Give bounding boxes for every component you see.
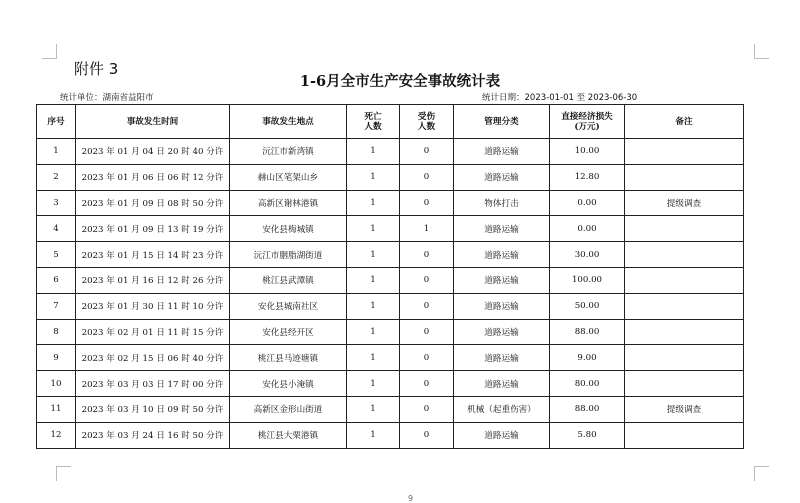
table-row <box>37 371 744 397</box>
cell-time: 2023 年 01 月 04 日 20 时 40 分许 <box>76 139 230 165</box>
cell-time: 2023 年 01 月 06 日 06 时 12 分许 <box>76 164 230 190</box>
cell-seq: 5 <box>37 242 76 268</box>
cell-note <box>625 293 744 319</box>
cell-injured: 0 <box>400 319 454 345</box>
cell-deaths: 1 <box>347 371 400 397</box>
cell-deaths: 1 <box>347 242 400 268</box>
cell-injured: 0 <box>400 396 454 422</box>
header-injured-line2: 人数 <box>417 121 436 132</box>
cell-note <box>625 319 744 345</box>
header-injured-line1: 受伤 <box>417 111 436 122</box>
cell-seq: 2 <box>37 164 76 190</box>
document-title: 1-6月全市生产安全事故统计表 <box>299 73 501 90</box>
cell-note <box>625 216 744 242</box>
header-deaths <box>347 105 400 139</box>
cell-injured: 0 <box>400 190 454 216</box>
table-row <box>37 242 744 268</box>
reporting-date-range: 统计日期：2023-01-01 至 2023-06-30 <box>482 93 638 103</box>
cell-time: 2023 年 01 月 09 日 13 时 19 分许 <box>76 216 230 242</box>
cell-location: 安化县城南社区 <box>230 293 347 319</box>
cell-seq: 4 <box>37 216 76 242</box>
cell-note: 提级调查 <box>625 396 744 422</box>
cell-injured: 1 <box>400 216 454 242</box>
cell-injured: 0 <box>400 139 454 165</box>
crop-mark-bottom-right <box>754 466 769 481</box>
table-row <box>37 396 744 422</box>
cell-injured: 0 <box>400 242 454 268</box>
cell-loss: 50.00 <box>550 293 625 319</box>
cell-deaths: 1 <box>347 164 400 190</box>
cell-note <box>625 267 744 293</box>
cell-location: 安化县经开区 <box>230 319 347 345</box>
cell-category: 道路运输 <box>454 216 550 242</box>
cell-deaths: 1 <box>347 422 400 448</box>
cell-note <box>625 164 744 190</box>
cell-deaths: 1 <box>347 267 400 293</box>
table-row <box>37 216 744 242</box>
cell-deaths: 1 <box>347 216 400 242</box>
cell-time: 2023 年 02 月 01 日 11 时 15 分许 <box>76 319 230 345</box>
cell-time: 2023 年 01 月 16 日 12 时 26 分许 <box>76 267 230 293</box>
cell-time: 2023 年 01 月 30 日 11 时 10 分许 <box>76 293 230 319</box>
reporting-unit: 统计单位：湖南省益阳市 <box>60 93 154 103</box>
cell-loss: 100.00 <box>550 267 625 293</box>
cell-time: 2023 年 02 月 15 日 06 时 40 分许 <box>76 345 230 371</box>
cell-deaths: 1 <box>347 293 400 319</box>
attachment-label: 附件 3 <box>74 60 119 78</box>
cell-injured: 0 <box>400 422 454 448</box>
cell-note: 提级调查 <box>625 190 744 216</box>
cell-deaths: 1 <box>347 319 400 345</box>
cell-loss: 10.00 <box>550 139 625 165</box>
crop-mark-top-right <box>754 44 769 59</box>
cell-category: 道路运输 <box>454 139 550 165</box>
header-seq: 序号 <box>37 105 76 139</box>
cell-location: 沅江市胭脂湖街道 <box>230 242 347 268</box>
cell-location: 安化县梅城镇 <box>230 216 347 242</box>
cell-category: 道路运输 <box>454 164 550 190</box>
cell-loss: 30.00 <box>550 242 625 268</box>
cell-location: 桃江县马迹塘镇 <box>230 345 347 371</box>
cell-category: 道路运输 <box>454 345 550 371</box>
cell-loss: 12.80 <box>550 164 625 190</box>
cell-location: 桃江县大栗港镇 <box>230 422 347 448</box>
cell-note <box>625 139 744 165</box>
cell-seq: 10 <box>37 371 76 397</box>
header-location: 事故发生地点 <box>230 105 347 139</box>
table-row <box>37 164 744 190</box>
header-deaths-line2: 人数 <box>364 121 382 132</box>
cell-category: 机械（起重伤害） <box>454 396 550 422</box>
header-deaths-line1: 死亡 <box>364 111 382 122</box>
cell-category: 道路运输 <box>454 242 550 268</box>
cell-loss: 9.00 <box>550 345 625 371</box>
cell-loss: 88.00 <box>550 396 625 422</box>
table-row <box>37 319 744 345</box>
cell-loss: 0.00 <box>550 216 625 242</box>
header-note: 备注 <box>625 105 744 139</box>
cell-location: 赫山区笔架山乡 <box>230 164 347 190</box>
cell-category: 道路运输 <box>454 319 550 345</box>
cell-seq: 6 <box>37 267 76 293</box>
cell-seq: 11 <box>37 396 76 422</box>
cell-seq: 1 <box>37 139 76 165</box>
cell-injured: 0 <box>400 371 454 397</box>
cell-loss: 88.00 <box>550 319 625 345</box>
cell-note <box>625 345 744 371</box>
cell-deaths: 1 <box>347 190 400 216</box>
cell-location: 桃江县武潭镇 <box>230 267 347 293</box>
header-category: 管理分类 <box>454 105 550 139</box>
table-row <box>37 422 744 448</box>
cell-injured: 0 <box>400 164 454 190</box>
table-row <box>37 139 744 165</box>
cell-seq: 7 <box>37 293 76 319</box>
cell-injured: 0 <box>400 293 454 319</box>
cell-time: 2023 年 03 月 24 日 16 时 50 分许 <box>76 422 230 448</box>
header-injured <box>400 105 454 139</box>
table-row <box>37 267 744 293</box>
table-header-row <box>37 105 744 139</box>
cell-seq: 12 <box>37 422 76 448</box>
header-time: 事故发生时间 <box>76 105 230 139</box>
accident-table <box>36 104 744 449</box>
cell-deaths: 1 <box>347 345 400 371</box>
cell-category: 道路运输 <box>454 293 550 319</box>
cell-category: 道路运输 <box>454 267 550 293</box>
cell-location: 高新区谢林港镇 <box>230 190 347 216</box>
cell-time: 2023 年 03 月 10 日 09 时 50 分许 <box>76 396 230 422</box>
header-loss <box>550 105 625 139</box>
crop-mark-top-left <box>42 44 57 59</box>
cell-location: 安化县小淹镇 <box>230 371 347 397</box>
cell-category: 道路运输 <box>454 371 550 397</box>
cell-time: 2023 年 03 月 03 日 17 时 00 分许 <box>76 371 230 397</box>
cell-time: 2023 年 01 月 15 日 14 时 23 分许 <box>76 242 230 268</box>
cell-note <box>625 242 744 268</box>
cell-loss: 5.80 <box>550 422 625 448</box>
table-row <box>37 345 744 371</box>
cell-injured: 0 <box>400 345 454 371</box>
page-number: 9 <box>408 494 414 503</box>
header-loss-line1: 直接经济损失 <box>561 111 613 122</box>
cell-note <box>625 422 744 448</box>
table-row <box>37 190 744 216</box>
cell-seq: 3 <box>37 190 76 216</box>
cell-category: 道路运输 <box>454 422 550 448</box>
header-loss-line2: (万元) <box>574 121 600 132</box>
cell-seq: 9 <box>37 345 76 371</box>
cell-loss: 0.00 <box>550 190 625 216</box>
cell-time: 2023 年 01 月 09 日 08 时 50 分许 <box>76 190 230 216</box>
cell-injured: 0 <box>400 267 454 293</box>
table-row <box>37 293 744 319</box>
crop-mark-bottom-left <box>56 466 71 481</box>
cell-loss: 80.00 <box>550 371 625 397</box>
cell-deaths: 1 <box>347 139 400 165</box>
cell-deaths: 1 <box>347 396 400 422</box>
cell-note <box>625 371 744 397</box>
cell-location: 沅江市新湾镇 <box>230 139 347 165</box>
cell-category: 物体打击 <box>454 190 550 216</box>
cell-location: 高新区金形山街道 <box>230 396 347 422</box>
cell-seq: 8 <box>37 319 76 345</box>
